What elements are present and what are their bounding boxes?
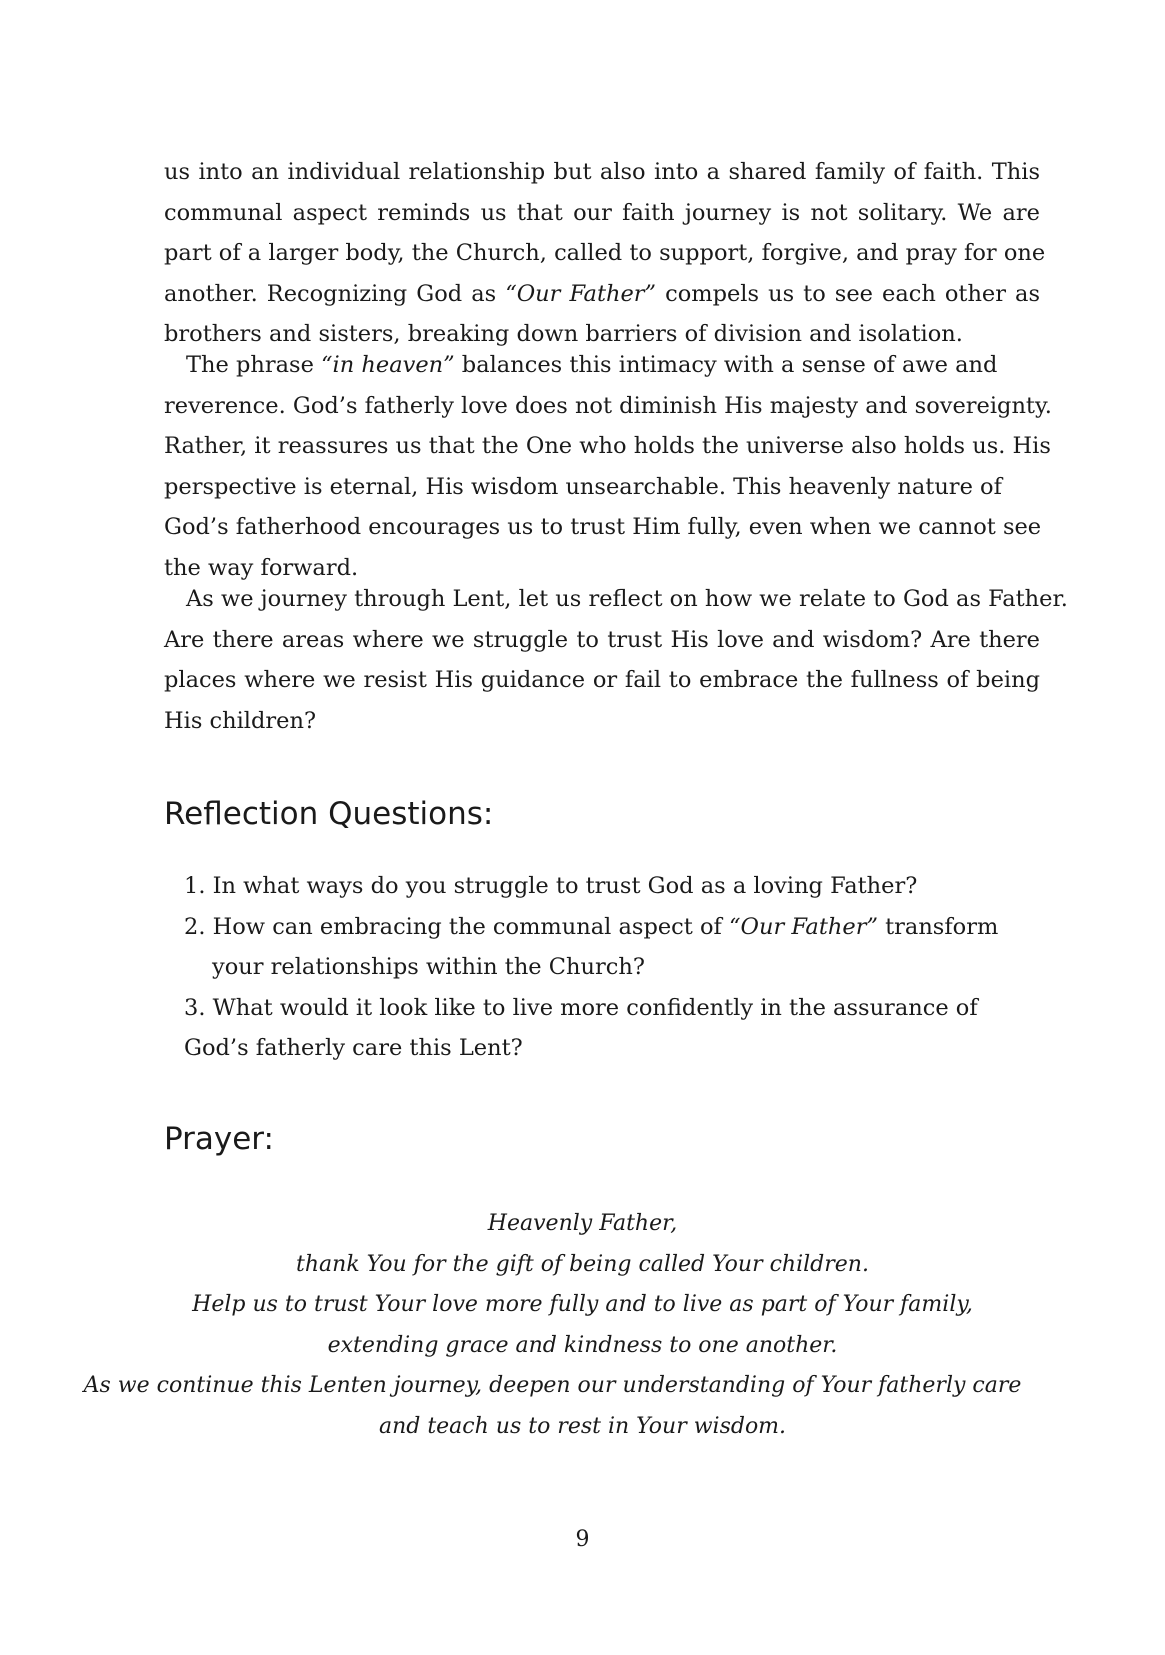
paragraph-line: places where we resist His guidance or fail to embrace the fullness of being [164, 667, 1040, 693]
italic-phrase: “in heaven” [321, 352, 455, 378]
paragraph-line [164, 274, 1040, 315]
text-segment: 2. How can embracing the communal aspect of [184, 913, 729, 940]
prayer-line: Heavenly Father, [487, 1211, 678, 1236]
paragraph-line [164, 345, 1040, 386]
paragraph-line: His children? [164, 707, 317, 734]
text-segment: another. Recognizing God as [164, 280, 506, 307]
italic-phrase: “Our Father” [729, 913, 878, 940]
page-number: 9 [575, 1527, 590, 1552]
text-segment: The phrase [186, 352, 322, 378]
paragraph-line: us into an individual relationship but also into a shared family of faith. This [164, 159, 1040, 185]
body-paragraph-2 [164, 345, 1052, 588]
reflection-questions-heading: Reflection Questions: [164, 796, 494, 832]
question-line: God’s fatherly care this Lent? [184, 1035, 523, 1061]
prayer-line: thank You for the gift of being called Your children. [296, 1251, 869, 1277]
paragraph-line: perspective is eternal, His wisdom unsearchable. This heavenly nature of [164, 473, 1002, 500]
question-line [184, 907, 1004, 948]
prayer-text [0, 1204, 1165, 1447]
italic-phrase: “Our Father” [505, 280, 657, 307]
paragraph-line: Rather, it reassures us that the One who holds the universe also holds us. His [164, 433, 1051, 459]
body-paragraph-3 [164, 579, 1068, 741]
paragraph-line: part of a larger body, the Church, called to support, forgive, and pray for one [164, 240, 1046, 266]
question-item-1 [184, 866, 1004, 907]
question-item-3 [184, 988, 1004, 1069]
paragraph-line: Are there areas where we struggle to trust His love and wisdom? Are there [164, 626, 1040, 653]
paragraph-line: the way forward. [164, 554, 359, 581]
paragraph-line: communal aspect reminds us that our faith journey is not solitary. We are [164, 199, 1040, 226]
text-segment: transform [877, 913, 999, 940]
prayer-heading: Prayer: [164, 1121, 274, 1157]
question-line: your relationships within the Church? [212, 954, 645, 980]
body-paragraph-1 [164, 152, 1046, 355]
prayer-line: extending grace and kindness to one another. [327, 1332, 838, 1358]
paragraph-line: brothers and sisters, breaking down barriers of division and isolation. [164, 321, 963, 347]
paragraph-line: God’s fatherhood encourages us to trust Him fully, even when we cannot see [164, 514, 1042, 540]
text-segment: balances this intimacy with a sense of awe and [454, 352, 998, 378]
paragraph-line: reverence. God’s fatherly love does not diminish His majesty and sovereignty. [164, 392, 1052, 419]
prayer-line: As we continue this Lenten journey, deepen our understanding of Your fatherly care [83, 1373, 1022, 1398]
question-line: 3. What would it look like to live more confidently in the assurance of [184, 994, 978, 1021]
question-item-2 [184, 907, 1004, 988]
reflection-questions-list [184, 866, 1004, 1069]
paragraph-line: As we journey through Lent, let us reflect on how we relate to God as Father. [186, 586, 1068, 612]
prayer-line: and teach us to rest in Your wisdom. [378, 1413, 787, 1439]
text-segment: compels us to see each other as [656, 280, 1041, 307]
question-line: 1. In what ways do you struggle to trust God as a loving Father? [184, 873, 918, 899]
prayer-line: Help us to trust Your love more fully and to live as part of Your family, [192, 1292, 973, 1317]
